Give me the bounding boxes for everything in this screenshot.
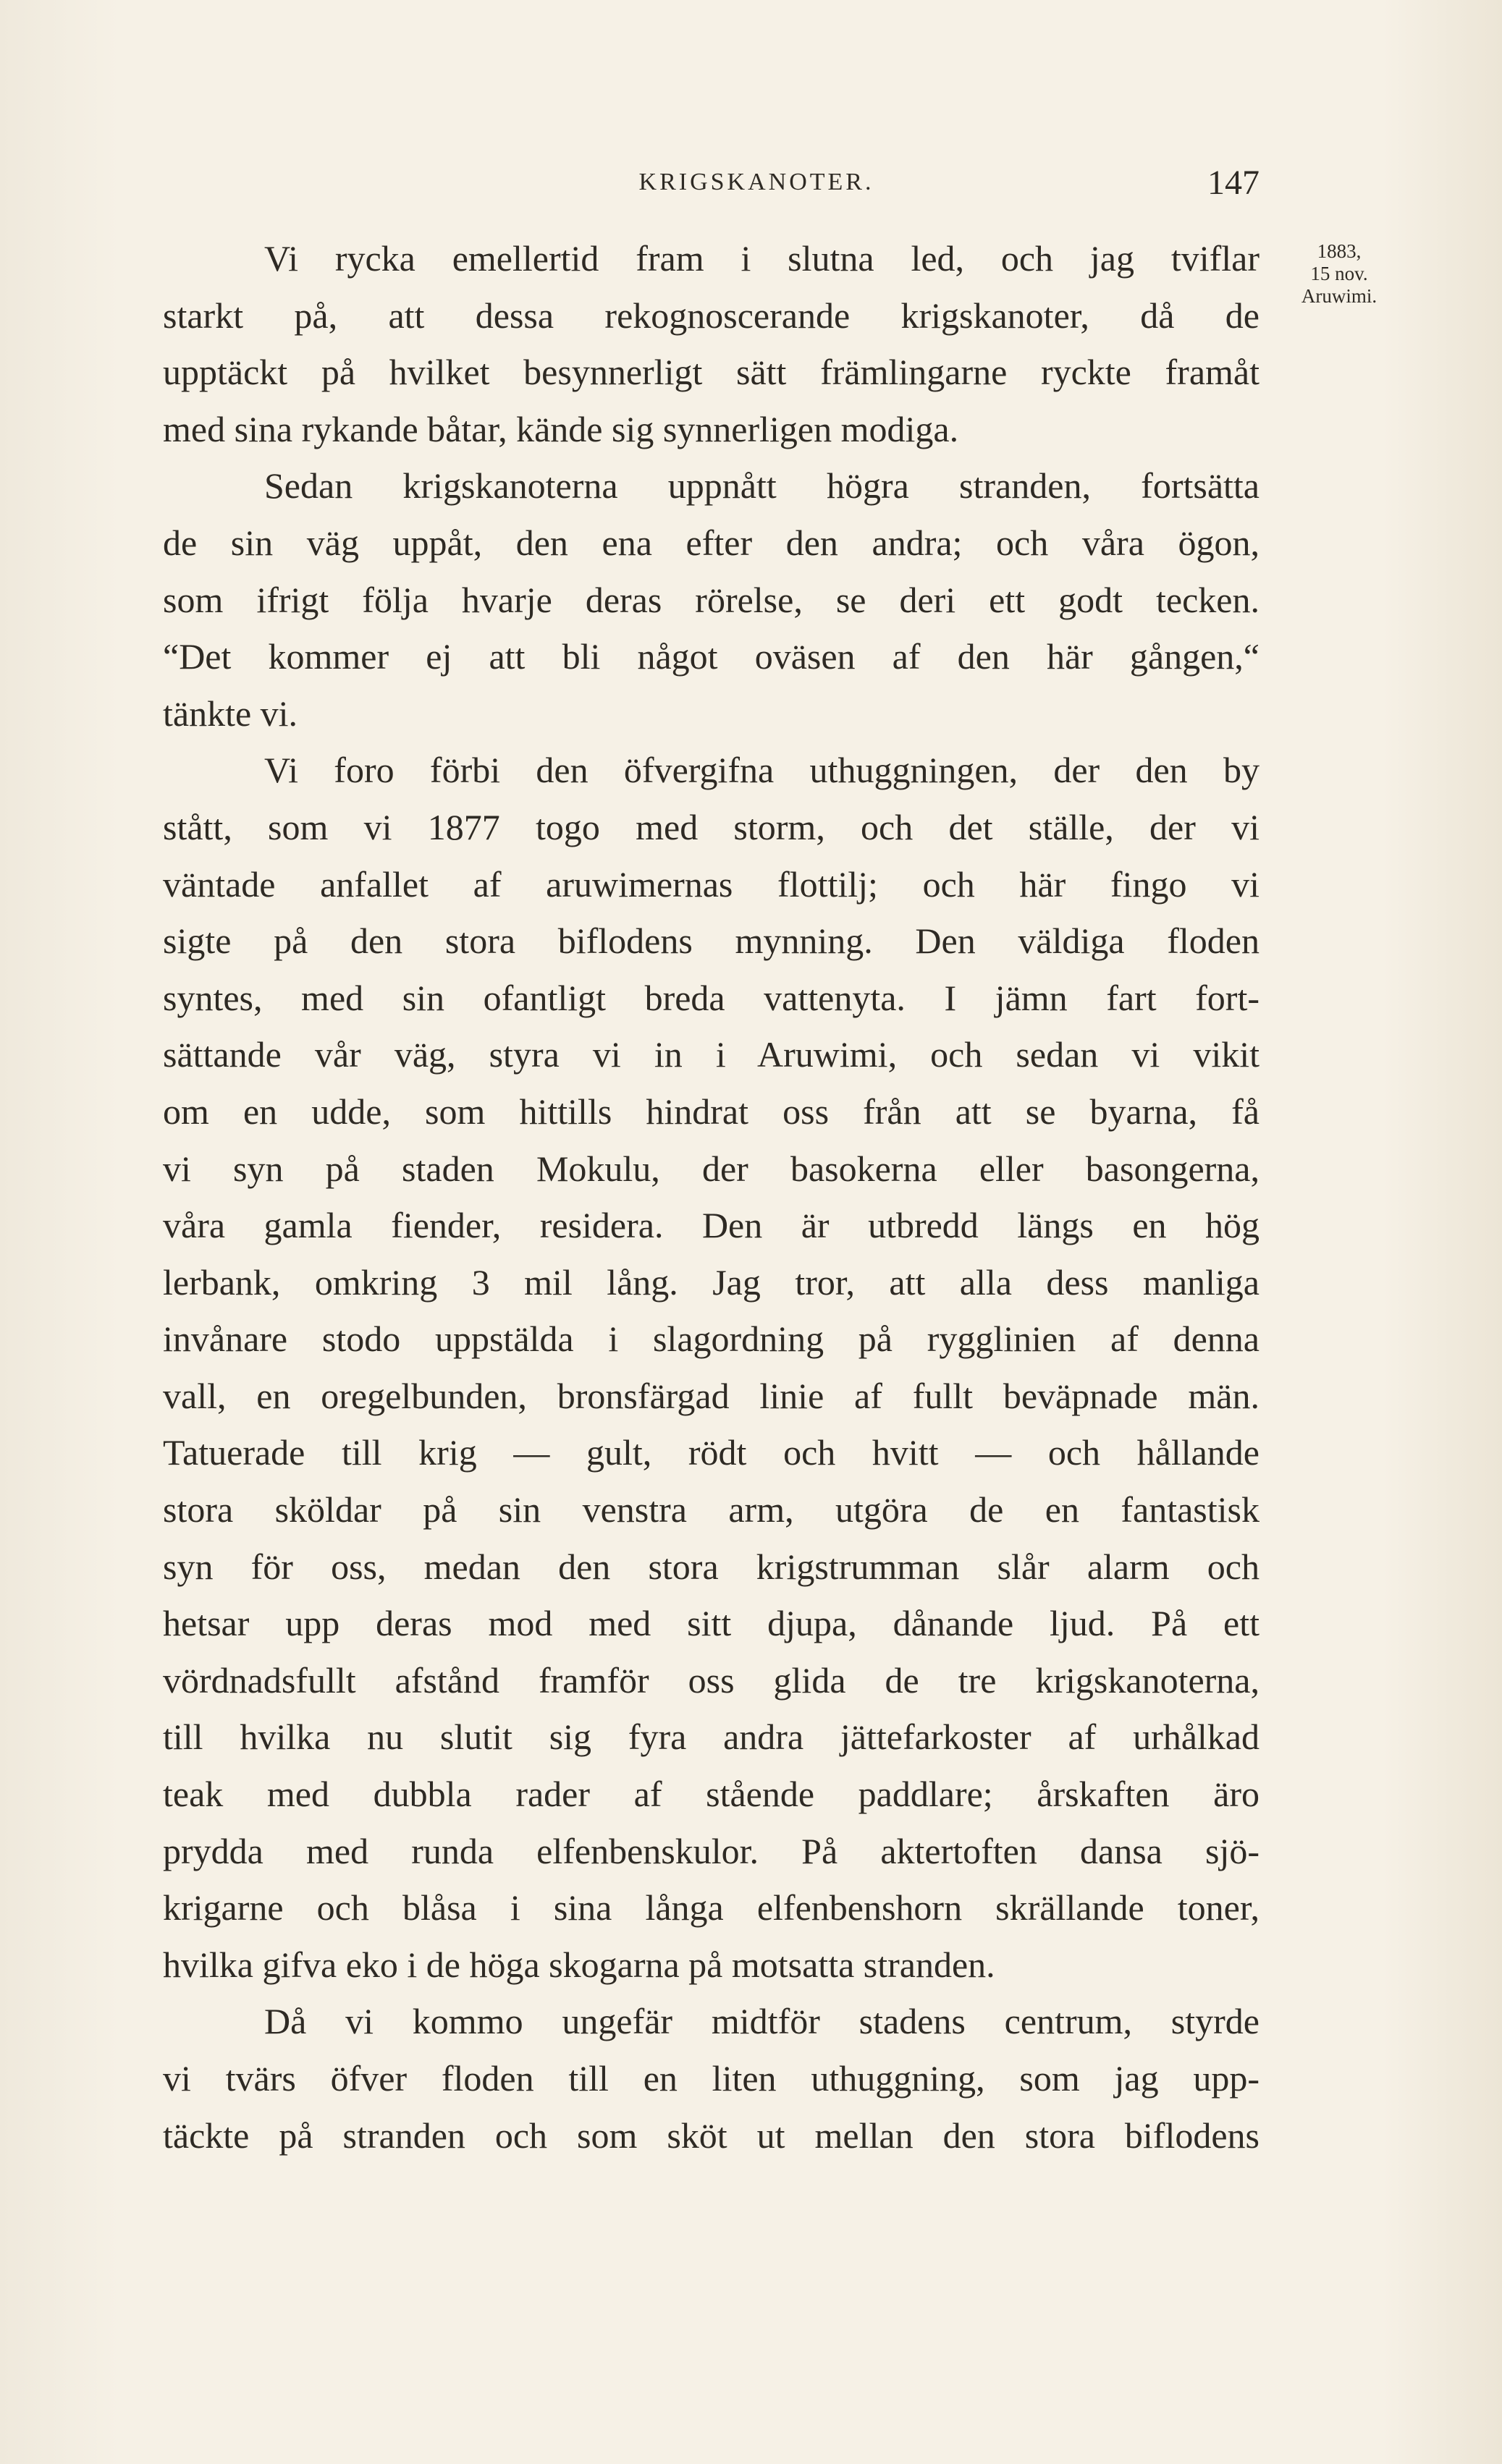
text-line: som ifrigt följa hvarje deras rörelse, se deri ett godt tecken. [163, 579, 1260, 620]
text-line: lerbank, omkring 3 mil lång. Jag tror, att alla dess manliga [163, 1261, 1260, 1303]
text-line: hetsar upp deras mod med sitt djupa, dånande ljud. På ett [163, 1603, 1260, 1644]
text-line: vall, en oregelbunden, bronsfärgad linie af fullt beväpnade män. [163, 1375, 1260, 1416]
text-line: hvilka gifva eko i de höga skogarna på motsatta stranden. [163, 1944, 995, 1985]
text-line: krigarne och blåsa i sina långa elfenbenshorn skrällande toner, [163, 1887, 1260, 1929]
text-line: med sina rykande båtar, kände sig synnerligen modiga. [163, 408, 959, 449]
text-line: Sedan krigskanoterna uppnått högra stranden, fortsätta [264, 465, 1260, 507]
text-line: invånare stodo uppstälda i slagordning på rygglinien af denna [163, 1318, 1260, 1360]
text-line: teak med dubbla rader af stående paddlare; årskaften äro [163, 1774, 1260, 1815]
margin-note-place: Aruwimi. [1301, 285, 1377, 307]
page-number: 147 [1207, 164, 1260, 202]
text-line: syntes, med sin ofantligt breda vattenyta. I jämn fart fort- [163, 977, 1260, 1018]
text-line: stått, som vi 1877 togo med storm, och det ställe, der vi [163, 806, 1260, 847]
margin-note-date: 15 nov. [1310, 263, 1368, 284]
text-line: tänkte vi. [163, 693, 298, 734]
page-header [163, 163, 1260, 213]
text-line: vi syn på staden Mokulu, der basokerna eller basongerna, [163, 1148, 1260, 1189]
text-line: till hvilka nu slutit sig fyra andra jättefarkoster af urhålkad [163, 1716, 1260, 1758]
running-title: KRIGSKANOTER. [638, 169, 874, 195]
text-line: väntade anfallet af aruwimernas flottilj; och här fingo vi [163, 863, 1260, 905]
text-line: om en udde, som hittills hindrat oss från att se byarna, få [163, 1091, 1260, 1132]
text-line: Vi rycka emellertid fram i slutna led, och jag tviflar [264, 238, 1260, 279]
text-line: Tatuerade till krig — gult, rödt och hvitt — och hållande [163, 1432, 1260, 1473]
text-line: sigte på den stora biflodens mynning. Den väldiga floden [163, 920, 1260, 962]
text-line: täckte på stranden och som sköt ut mellan den stora biflodens [163, 2114, 1260, 2156]
text-line: vi tvärs öfver floden till en liten uthuggning, som jag upp- [163, 2058, 1260, 2099]
text-line: våra gamla fiender, residera. Den är utbredd längs en hög [163, 1205, 1260, 1246]
margin-note [1285, 240, 1393, 308]
text-line: starkt på, att dessa rekognoscerande krigskanoter, då de [163, 295, 1260, 336]
text-line: “Det kommer ej att bli något oväsen af den här gången,“ [163, 636, 1260, 677]
text-line: prydda med runda elfenbenskulor. På aktertoften dansa sjö- [163, 1830, 1260, 1871]
text-line: de sin väg uppåt, den ena efter den andra; och våra ögon, [163, 522, 1260, 563]
text-line: stora sköldar på sin venstra arm, utgöra de en fantastisk [163, 1489, 1260, 1531]
text-line: Då vi kommo ungefär midtför stadens centrum, styrde [264, 2001, 1260, 2042]
text-line: Vi foro förbi den öfvergifna uthuggningen, der den by [264, 750, 1260, 791]
text-line: upptäckt på hvilket besynnerligt sätt främlingarne ryckte framåt [163, 352, 1260, 393]
text-line: vördnadsfullt afstånd framför oss glida de tre krigskanoterna, [163, 1659, 1260, 1701]
text-line: syn för oss, medan den stora krigstrumman slår alarm och [163, 1546, 1260, 1587]
body-text [163, 230, 1260, 2164]
margin-note-year: 1883, [1317, 240, 1362, 262]
text-line: sättande vår väg, styra vi in i Aruwimi, och sedan vi vikit [163, 1034, 1260, 1075]
